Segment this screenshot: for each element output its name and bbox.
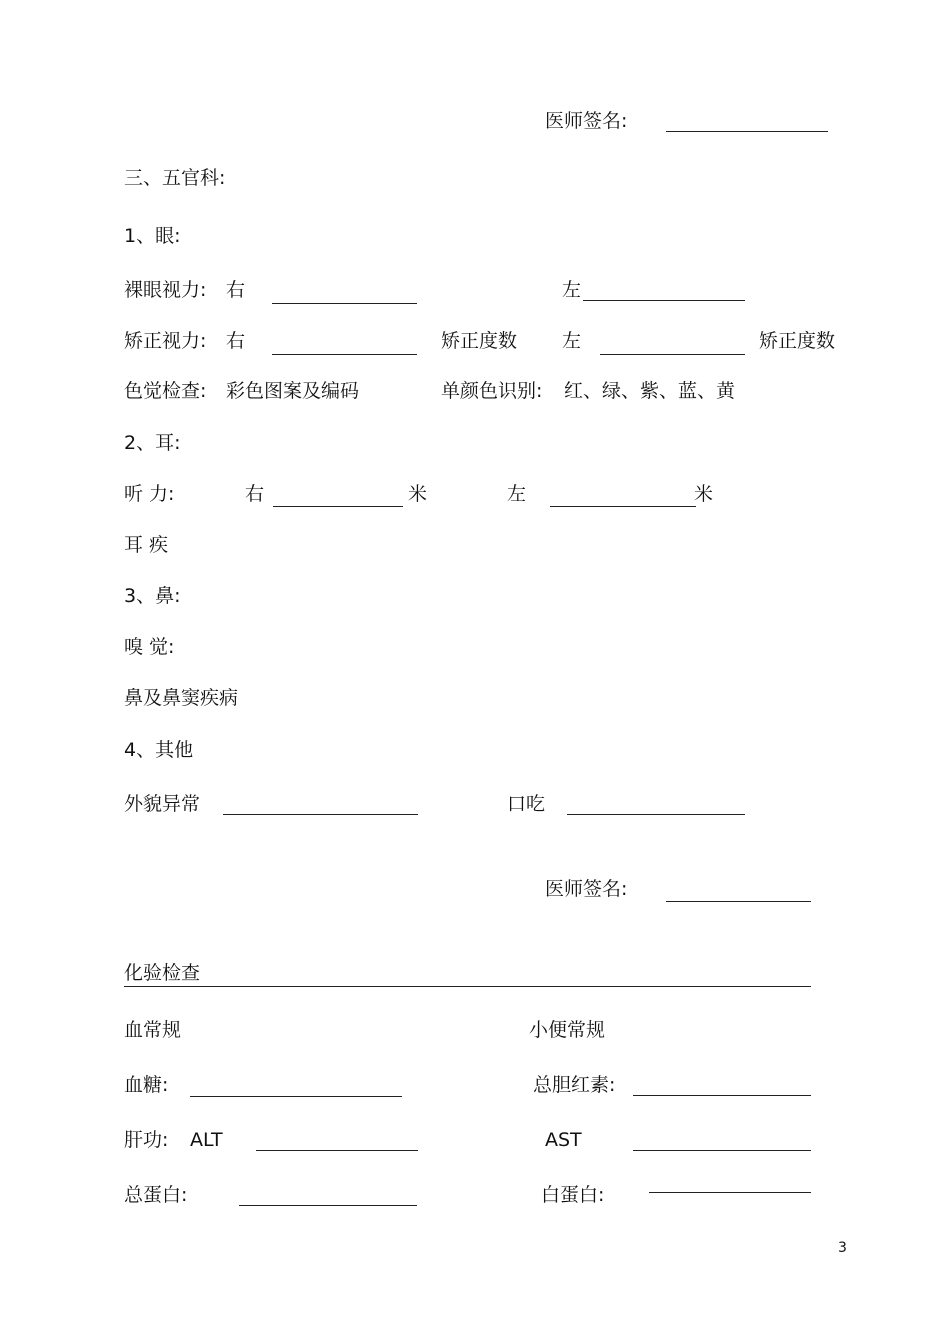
doctor-signature-label-bottom: 医师签名:: [545, 878, 628, 900]
stutter-label: 口吃: [507, 793, 546, 815]
sinus-disease-label: 鼻及鼻窦疾病: [124, 687, 239, 709]
appearance-label: 外貌异常: [124, 793, 201, 815]
corrected-vision-right-field[interactable]: [272, 354, 417, 355]
hearing-right-label: 右: [245, 483, 265, 505]
lab-title: 化验检查: [124, 962, 201, 984]
color-vision-method: 彩色图案及编码: [226, 380, 360, 402]
single-color-label: 单颜色识别:: [441, 380, 543, 402]
nose-heading: 3、鼻:: [124, 585, 181, 607]
ear-disease-label: 耳 疾: [124, 534, 169, 556]
hearing-right-unit: 米: [408, 483, 428, 505]
naked-vision-left-field[interactable]: [583, 300, 745, 301]
blood-sugar-label: 血糖:: [124, 1074, 169, 1096]
albumin-label: 白蛋白:: [541, 1184, 605, 1206]
doctor-signature-field-bottom[interactable]: [666, 901, 811, 902]
lab-title-rule: [124, 986, 811, 987]
hearing-left-label: 左: [507, 483, 527, 505]
doctor-signature-label-top: 医师签名:: [545, 110, 628, 132]
doctor-signature-field-top[interactable]: [666, 131, 828, 132]
albumin-field[interactable]: [649, 1192, 811, 1193]
hearing-left-unit: 米: [694, 483, 714, 505]
hearing-label: 听 力:: [124, 483, 175, 505]
other-heading: 4、其他: [124, 739, 194, 761]
naked-vision-label: 裸眼视力:: [124, 279, 207, 301]
color-vision-label: 色觉检查:: [124, 380, 207, 402]
eye-heading: 1、眼:: [124, 225, 181, 247]
blood-sugar-field[interactable]: [190, 1096, 402, 1097]
blood-routine-label: 血常规: [124, 1019, 182, 1041]
correction-degree-left-label: 矫正度数: [759, 330, 836, 352]
ast-field[interactable]: [633, 1150, 811, 1151]
ear-heading: 2、耳:: [124, 432, 181, 454]
stutter-field[interactable]: [567, 814, 745, 815]
alt-label: ALT: [190, 1129, 223, 1151]
liver-function-label: 肝功:: [124, 1129, 169, 1151]
urine-routine-label: 小便常规: [529, 1019, 606, 1041]
naked-vision-right-field[interactable]: [272, 303, 417, 304]
naked-vision-right-label: 右: [226, 279, 246, 301]
section-title: 三、五官科:: [124, 167, 226, 189]
hearing-left-field[interactable]: [550, 506, 696, 507]
corrected-vision-label: 矫正视力:: [124, 330, 207, 352]
corrected-vision-left-field[interactable]: [600, 354, 745, 355]
single-color-list: 红、绿、紫、蓝、黄: [564, 380, 736, 402]
smell-label: 嗅 觉:: [124, 636, 175, 658]
total-protein-label: 总蛋白:: [124, 1184, 188, 1206]
appearance-field[interactable]: [223, 814, 418, 815]
naked-vision-left-label: 左: [562, 279, 582, 301]
total-bilirubin-field[interactable]: [633, 1095, 811, 1096]
total-protein-field[interactable]: [239, 1205, 417, 1206]
page-number: 3: [838, 1240, 847, 1256]
ast-label: AST: [545, 1129, 582, 1151]
alt-field[interactable]: [256, 1150, 418, 1151]
total-bilirubin-label: 总胆红素:: [533, 1074, 616, 1096]
corrected-vision-right-label: 右: [226, 330, 246, 352]
corrected-vision-left-label: 左: [562, 330, 582, 352]
hearing-right-field[interactable]: [273, 506, 403, 507]
correction-degree-right-label: 矫正度数: [441, 330, 518, 352]
